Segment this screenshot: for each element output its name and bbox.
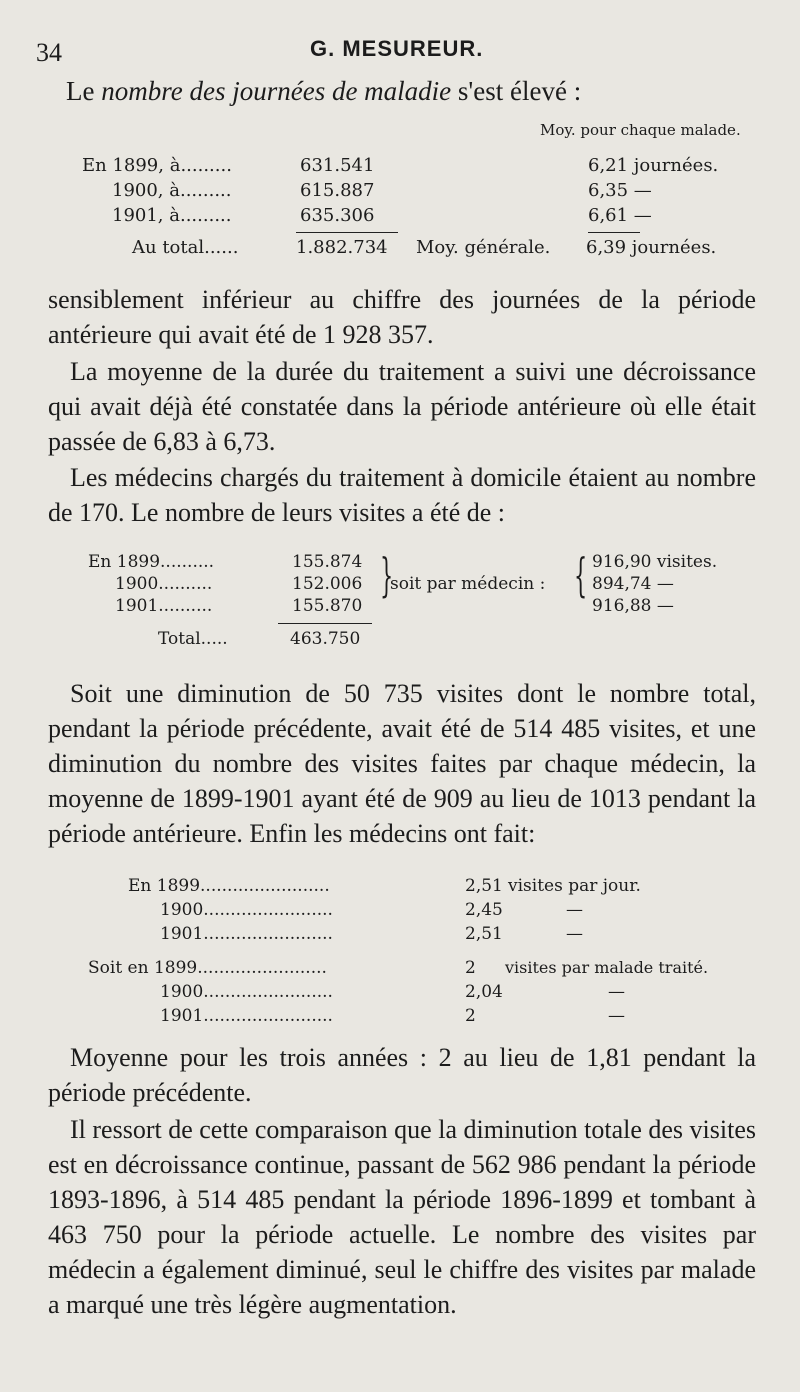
right-brace-icon: } (380, 548, 394, 602)
total-label: Total..... (158, 629, 228, 649)
paragraph-2 (48, 354, 756, 459)
table-row-per-doctor: 916,90 visites. (592, 552, 718, 572)
table-row-value: 2,04 (465, 982, 503, 1002)
sum-rule (588, 232, 640, 233)
paragraph-text: La moyenne de la durée du traitement a suivi une décroissance qui avait déjà été constatée dans la période antérieure où elle était passée de 6,83 à 6,73. (48, 357, 756, 456)
paragraph-5 (48, 1040, 756, 1110)
total-value: 1.882.734 (296, 237, 388, 258)
paragraph-4 (48, 676, 756, 851)
table-row-value: 155.870 (292, 596, 363, 616)
paragraph-text: Il ressort de cette comparaison que la diminution totale des visites est en décroissance continue, passant de 562 986 pendant la période 1893-1896, à 514 485 pendant la période 1896-1899 et tombant à 463 750 pour la période actuelle. Le nombre des visites par médecin a également diminué, seul le chiffre des visites par malade a marqué une très légère augmentation. (48, 1115, 756, 1319)
intro-prefix: Le (66, 76, 102, 106)
paragraph-6 (48, 1112, 756, 1322)
table-row-year: 1900........................ (160, 982, 333, 1002)
intro-line (66, 76, 581, 107)
table-row-unit: — (608, 1006, 625, 1026)
table-row-unit: — (608, 982, 625, 1002)
paragraph-1 (48, 282, 756, 352)
table-row-value: 155.874 (292, 552, 363, 572)
table-row-value: 2,51 (465, 876, 503, 896)
table-row-year: 1901.......... (115, 596, 213, 616)
paragraph-text: Soit une diminution de 50 735 visites dont le nombre total, pendant la période précédente, avait été de 514 485 visites, et une diminution du nombre des visites faites par chaque médecin, la moyenne de 1899-1901 ayant été de 909 au lieu de 1013 pendant la période antérieure. Enfin les médecins ont fait: (48, 679, 756, 848)
sum-rule (278, 623, 372, 624)
table-row-year: 1900, à......... (112, 180, 232, 201)
table-row-average: 6,35 — (588, 180, 652, 201)
table-row-unit: — (566, 924, 583, 944)
table-row-value: 615.887 (300, 180, 375, 201)
table-row-per-doctor: 894,74 — (592, 574, 674, 594)
running-head: G. MESUREUR. (310, 36, 484, 61)
table-row-unit: visites par jour. (508, 876, 641, 896)
table-row-year: 1901........................ (160, 1006, 333, 1026)
total-label: Au total...... (132, 237, 239, 258)
paragraph-3 (48, 460, 756, 530)
table-row-year: En 1899, à......... (82, 155, 232, 176)
table-row-unit: visites par malade traité. (505, 958, 709, 977)
intro-suffix: s'est élevé : (451, 76, 582, 106)
intro-emphasis: nombre des journées de maladie (101, 76, 452, 106)
table-row-value: 2,45 (465, 900, 503, 920)
table-row-year: 1900.......... (115, 574, 213, 594)
total-value: 463.750 (290, 629, 361, 649)
paragraph-text: sensiblement inférieur au chiffre des journées de la période antérieure qui avait été de 1 928 357. (48, 285, 756, 349)
table-row-unit: — (566, 900, 583, 920)
table-row-year: Soit en 1899........................ (88, 958, 327, 978)
table-row-value: 2 (465, 1006, 476, 1026)
table-row-average: 6,21 journées. (588, 155, 719, 176)
table-row-year: 1900........................ (160, 900, 333, 920)
table-row-value: 2 (465, 958, 476, 978)
page-number: 34 (36, 38, 62, 67)
table-row-year: 1901........................ (160, 924, 333, 944)
table-column-header: Moy. pour chaque malade. (540, 121, 741, 139)
table-row-average: 6,61 — (588, 205, 652, 226)
table-row-value: 152.006 (292, 574, 363, 594)
table-row-value: 635.306 (300, 205, 375, 226)
paragraph-text: Moyenne pour les trois années : 2 au lieu de 1,81 pendant la période précédente. (48, 1043, 756, 1107)
table-row-value: 2,51 (465, 924, 503, 944)
table-row-per-doctor: 916,88 — (592, 596, 674, 616)
mean-label: Moy. générale. (416, 237, 551, 258)
table-row-year: En 1899........................ (128, 876, 330, 896)
sum-rule (296, 232, 398, 233)
table-row-year: 1901, à......... (112, 205, 232, 226)
table-row-year: En 1899.......... (88, 552, 215, 572)
mean-value: 6,39 journées. (586, 237, 717, 258)
table-row-value: 631.541 (300, 155, 375, 176)
per-doctor-label: soit par médecin : (390, 574, 546, 594)
paragraph-text: Les médecins chargés du traitement à domicile étaient au nombre de 170. Le nombre de leurs visites a été de : (48, 463, 756, 527)
left-brace-icon: { (574, 548, 588, 602)
